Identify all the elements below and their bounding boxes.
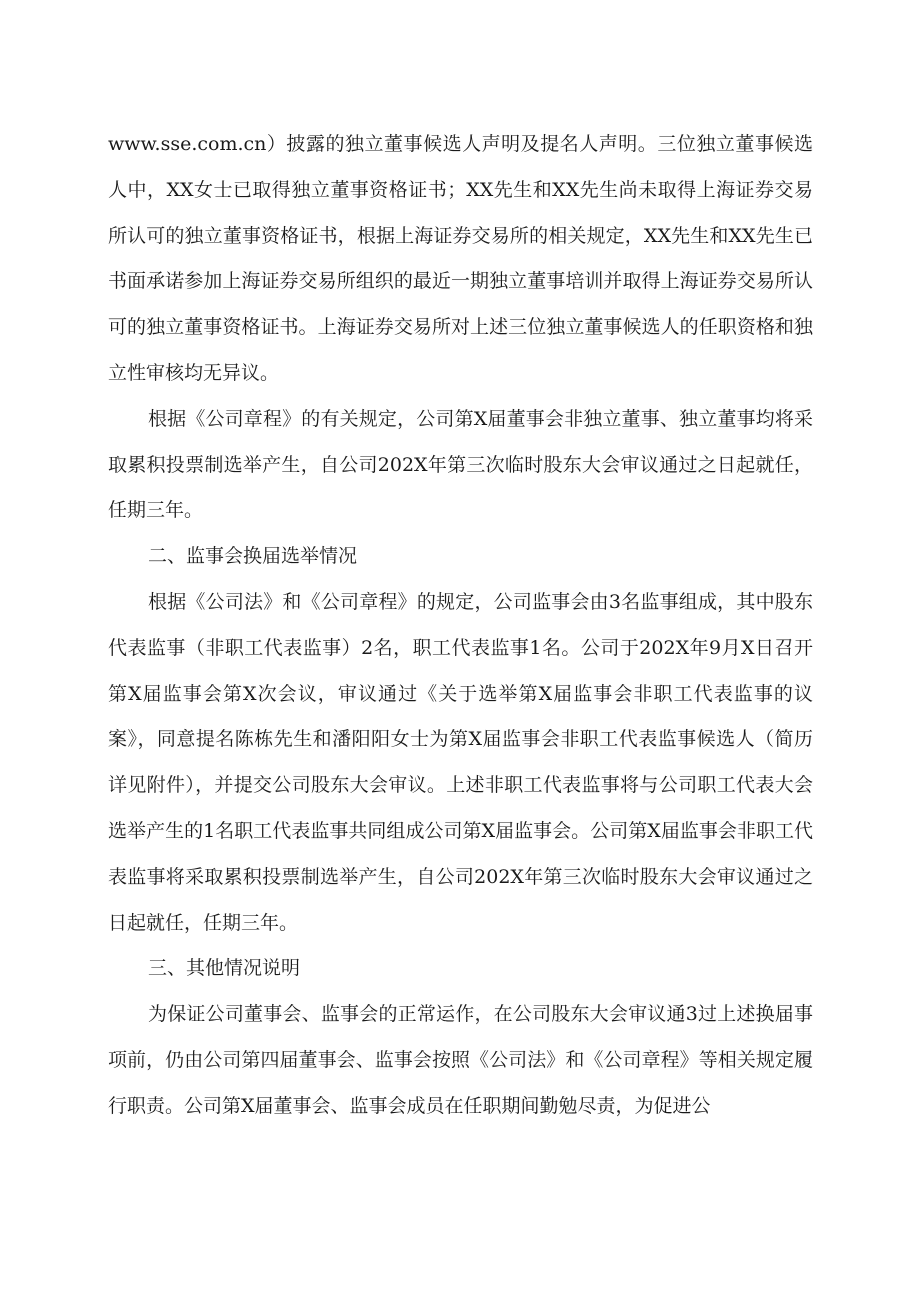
section-heading-supervisory-election: 二、监事会换届选举情况 — [148, 545, 358, 568]
paragraph-board-term: 根据《公司章程》的有关规定，公司第X届董事会非独立董事、独立董事均将采取累积投票制选举产生，自公司202X年第三次临时股东大会审议通过之日起就任，任期三年。 — [108, 407, 813, 522]
paragraph-other-matters: 为保证公司董事会、监事会的正常运作，在公司股东大会审议通3过上述换届事项前，仍由公司第四届董事会、监事会按照《公司法》和《公司章程》等相关规定履行职责。公司第X届董事会、监事会成员在任职期间勤勉尽责，为促进公 — [108, 1003, 813, 1117]
paragraph-supervisory-election: 根据《公司法》和《公司章程》的规定，公司监事会由3名监事组成，其中股东代表监事（非职工代表监事）2名，职工代表监事1名。公司于202X年9月X日召开第X届监事会第X次会议，审议通过《关于选举第X届监事会非职工代表监事的议案》，同意提名陈栋先生和潘阳阳女士为第X届监事会非职工代表监事候选人（简历详见附件），并提交公司股东大会审议。上述非职工代表监事将与公司职工代表大会选举产生的1名职工代表监事共同组成公司第X届监事会。公司第X届监事会非职工代表监事将采取累积投票制选举产生，自公司202X年第三次临时股东大会审议通过之日起就任，任期三年。 — [108, 590, 813, 934]
paragraph-director-qualification: www.sse.com.cn）披露的独立董事候选人声明及提名人声明。三位独立董事候选人中，XX女士已取得独立董事资格证书；XX先生和XX先生尚未取得上海证券交易所认可的独立董事资格证书，根据上海证券交易所的相关规定，XX先生和XX先生已书面承诺参加上海证券交易所组织的最近一期独立董事培训并取得上海证券交易所认可的独立董事资格证书。上海证券交易所对上述三位独立董事候选人的任职资格和独立性审核均无异议。 — [108, 133, 813, 384]
section-heading-other-matters: 三、其他情况说明 — [148, 957, 301, 980]
document-body — [108, 122, 813, 1130]
